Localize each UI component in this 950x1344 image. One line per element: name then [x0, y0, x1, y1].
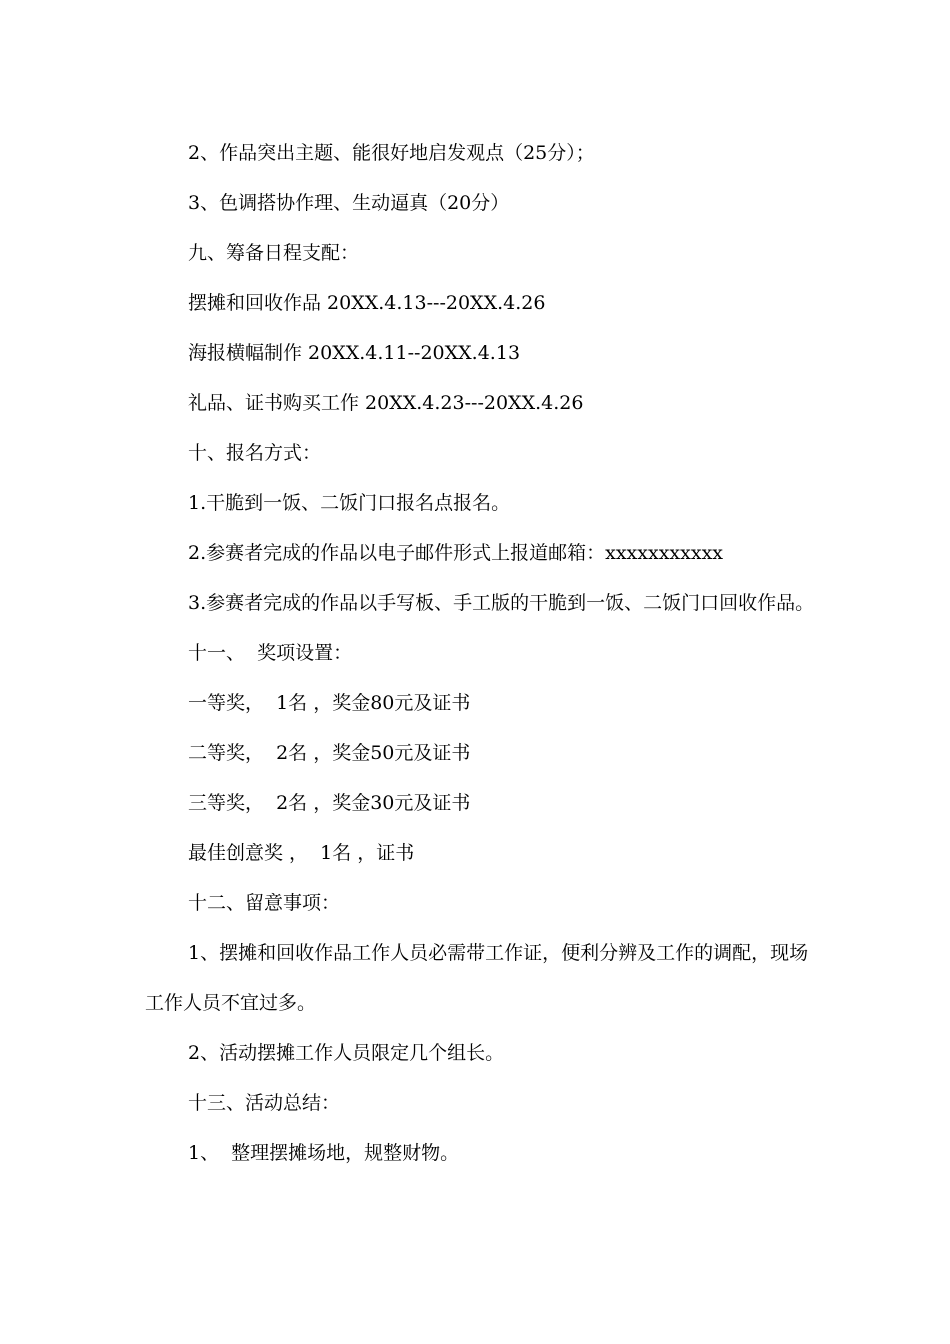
signup-method-3: 3.参赛者完成的作品以手写板、手工版的干脆到一饭、二饭门口回收作品。 — [188, 592, 815, 614]
section-9-heading: 九、筹备日程支配： — [188, 242, 360, 264]
award-second: 二等奖， 2名 ，奖金50元及证书 — [188, 742, 471, 764]
schedule-item-gifts: 礼品、证书购买工作 20XX.4.23---20XX.4.26 — [188, 392, 584, 414]
signup-method-2: 2.参赛者完成的作品以电子邮件形式上报道邮箱：xxxxxxxxxxx — [188, 542, 723, 564]
criterion-3: 3、色调搭协作理、生动逼真（20分） — [188, 192, 510, 214]
section-12-heading: 十二、留意事项： — [188, 892, 341, 914]
signup-method-1: 1.干脆到一饭、二饭门口报名点报名。 — [188, 492, 511, 514]
section-13-heading: 十三、活动总结： — [188, 1092, 341, 1114]
schedule-item-poster: 海报横幅制作 20XX.4.11--20XX.4.13 — [188, 342, 521, 364]
award-first: 一等奖， 1名 ，奖金80元及证书 — [188, 692, 471, 714]
summary-1: 1、 整理摆摊场地，规整财物。 — [188, 1142, 460, 1164]
schedule-item-booth: 摆摊和回收作品 20XX.4.13---20XX.4.26 — [188, 292, 546, 314]
criterion-2: 2、作品突出主题、能很好地启发观点（25分）； — [188, 142, 595, 164]
section-10-heading: 十、报名方式： — [188, 442, 322, 464]
award-third: 三等奖， 2名 ，奖金30元及证书 — [188, 792, 471, 814]
award-creative: 最佳创意奖 ， 1名 ，证书 — [188, 842, 415, 864]
section-11-heading: 十一、 奖项设置： — [188, 642, 353, 664]
notice-2: 2、活动摆摊工作人员限定几个组长。 — [188, 1042, 505, 1064]
document-body — [145, 128, 815, 1178]
notice-1: 1、摆摊和回收作品工作人员必需带工作证，便利分辨及工作的调配，现场工作人员不宜过多。 — [145, 942, 809, 1014]
